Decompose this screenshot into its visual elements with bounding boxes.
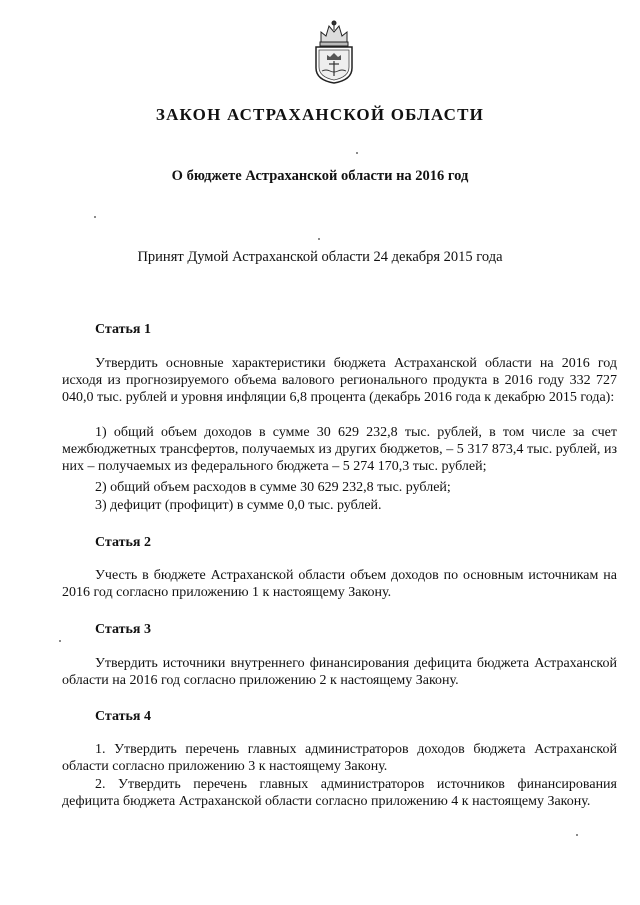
law-subtitle: О бюджете Астраханской области на 2016 год bbox=[171, 168, 469, 184]
article-1-heading: Статья 1 bbox=[95, 322, 151, 337]
article-4-paragraph: 1. Утвердить перечень главных администраторов доходов бюджета Астраханской области согласно приложению 3 к настоящему Закону. bbox=[62, 742, 617, 774]
article-1-item: 3) дефицит (профицит) в сумме 0,0 тыс. рублей. bbox=[95, 498, 382, 513]
adoption-line: Принят Думой Астраханской области 24 декабря 2015 года bbox=[137, 249, 503, 265]
article-3-heading: Статья 3 bbox=[95, 622, 151, 637]
scan-speck bbox=[576, 834, 578, 836]
astrakhan-coat-of-arms-icon bbox=[309, 18, 359, 84]
article-4-heading: Статья 4 bbox=[95, 709, 151, 724]
scan-speck bbox=[356, 152, 358, 154]
article-2-heading: Статья 2 bbox=[95, 535, 151, 550]
article-1-paragraph: Утвердить основные характеристики бюджета Астраханской области на 2016 год исходя из прогнозируемого объема валового регионального продукта в 2016 году 332 727 040,0 тыс. рублей и уровня инфляции 6,8 процента (декабрь 2016 года к декабрю 2015 года): bbox=[62, 356, 617, 405]
article-1-item: 1) общий объем доходов в сумме 30 629 232,8 тыс. рублей, в том числе за счет межбюджетных трансфертов, получаемых из других бюджетов, – 5 317 873,4 тыс. рублей, из них – получаемых из федерального бюджета – 5 274 170,3 тыс. рублей; bbox=[62, 425, 617, 474]
scan-speck bbox=[94, 216, 96, 218]
scan-speck bbox=[318, 238, 320, 240]
article-3-paragraph: Утвердить источники внутреннего финансирования дефицита бюджета Астраханской области на 2016 год согласно приложению 2 к настоящему Закону. bbox=[62, 656, 617, 688]
article-1-item: 2) общий объем расходов в сумме 30 629 232,8 тыс. рублей; bbox=[95, 480, 451, 495]
law-title: ЗАКОН АСТРАХАНСКОЙ ОБЛАСТИ bbox=[155, 105, 485, 124]
scan-speck bbox=[59, 640, 61, 642]
article-2-paragraph: Учесть в бюджете Астраханской области объем доходов по основным источникам на 2016 год согласно приложению 1 к настоящему Закону. bbox=[62, 568, 617, 600]
article-4-paragraph: 2. Утвердить перечень главных администраторов источников финансирования дефицита бюджета Астраханской области согласно приложению 4 к настоящему Закону. bbox=[62, 777, 617, 809]
